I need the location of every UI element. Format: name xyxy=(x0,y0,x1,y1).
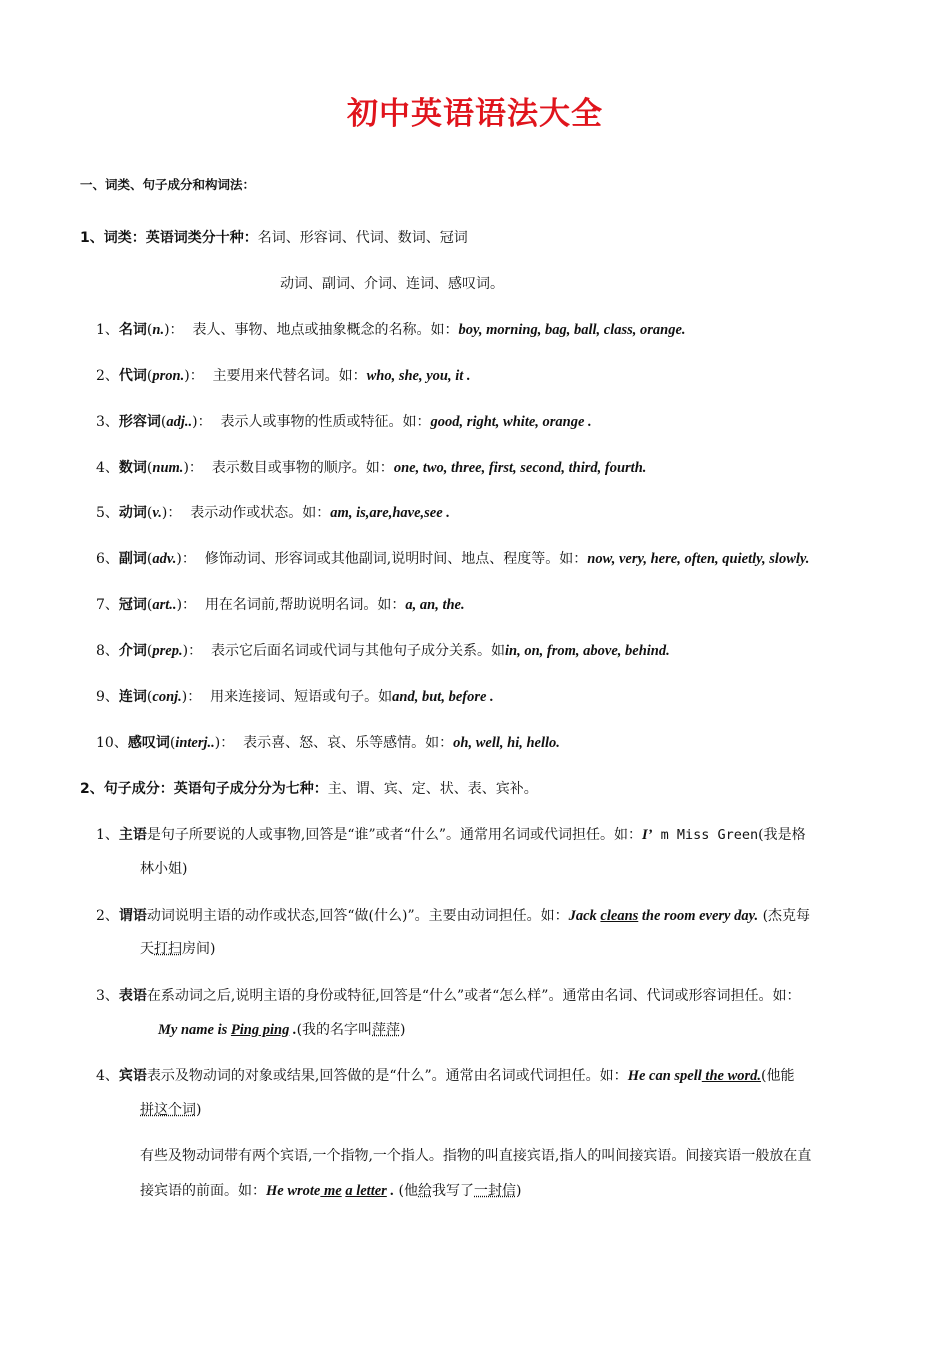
term: 名词 xyxy=(118,322,147,338)
word-class-item: 7、冠词(art..)： 用在名词前,帮助说明名词。如：a, an, the. xyxy=(96,597,465,613)
word-class-intro-head: 1、词类：英语词类分十种： xyxy=(80,230,258,246)
sentence-component-intro-head: 2、句子成分：英语句子成分分为七种： xyxy=(80,781,328,797)
component-subject xyxy=(96,824,806,844)
term: 宾语 xyxy=(118,1068,147,1084)
term: 主语 xyxy=(118,827,147,843)
component-predicative xyxy=(96,985,800,1005)
underlined-word: a letter xyxy=(345,1183,387,1199)
description: 在系动词之后,说明主语的身份或特征,回答是“什么”或者“怎么样”。通常由名词、代词或形容词担任。如： xyxy=(146,988,801,1004)
word-class-list-2: 动词、副词、介词、连词、感叹词。 xyxy=(280,276,504,292)
examples: who, she, you, it . xyxy=(366,368,471,384)
term: 表语 xyxy=(118,988,147,1004)
abbreviation: prep. xyxy=(152,643,183,659)
sentence-component-list: 主、谓、宾、定、状、表、宾补。 xyxy=(327,781,538,797)
abbreviation: n. xyxy=(152,322,165,338)
underlined-word: cleans xyxy=(600,908,639,924)
item-number: 2、 xyxy=(96,368,119,384)
term: 代词 xyxy=(118,368,147,384)
translation: (杰克每 xyxy=(762,908,811,924)
component-predicate xyxy=(96,905,810,925)
description: 用来连接词、短语或句子。如 xyxy=(210,689,393,705)
term: 连词 xyxy=(118,689,147,705)
translation-cont: 天打扫房间) xyxy=(140,941,216,957)
description: 表示及物动词的对象或结果,回答做的是“什么”。通常由名词或代词担任。如： xyxy=(146,1068,628,1084)
sentence-component-intro xyxy=(80,778,538,798)
examples: in, on, from, above, behind. xyxy=(504,643,670,659)
double-object-paragraph: 有些及物动词带有两个宾语,一个指物,一个指人。指物的叫直接宾语,指人的叫间接宾语。间接宾语一般放在直 xyxy=(140,1148,812,1164)
examples: oh, well, hi, hello. xyxy=(453,735,560,751)
underlined-word: me xyxy=(320,1183,342,1199)
term: 动词 xyxy=(118,505,147,521)
example-sentence: He can spell the word. xyxy=(627,1068,762,1084)
item-number: 7、 xyxy=(96,597,119,613)
word-class-item: 1、名词(n.)： 表人、事物、地点或抽象概念的名称。如：boy, morning, bag, ball, class, orange. xyxy=(96,322,686,338)
example-sentence-cont: m Miss Green xyxy=(652,827,759,843)
translation: (他给我写了一封信) xyxy=(398,1183,522,1199)
item-number: 4、 xyxy=(96,1068,119,1084)
translation: (他能 xyxy=(761,1068,795,1084)
examples: boy, morning, bag, ball, class, orange. xyxy=(458,322,686,338)
examples: and, but, before . xyxy=(392,689,494,705)
description: 动词说明主语的动作或状态,回答“做(什么)”。主要由动词担任。如： xyxy=(146,908,569,924)
item-number: 6、 xyxy=(96,551,119,567)
description: 修饰动词、形容词或其他副词,说明时间、地点、程度等。如： xyxy=(204,551,588,567)
description: 表示喜、怒、哀、乐等感情。如： xyxy=(243,735,454,751)
abbreviation: adj.. xyxy=(166,414,193,430)
word-class-item: 6、副词(adv.)： 修饰动词、形容词或其他副词,说明时间、地点、程度等。如：now, very, here, often, quietly, slowly. xyxy=(96,551,810,567)
item-number: 8、 xyxy=(96,643,119,659)
term: 数词 xyxy=(118,460,147,476)
word-class-item: 9、连词(conj.)： 用来连接词、短语或句子。如and, but, before . xyxy=(96,689,494,705)
dotted-word: 萍萍 xyxy=(372,1022,401,1038)
abbreviation: pron. xyxy=(152,368,185,384)
item-number: 4、 xyxy=(96,460,119,476)
examples: am, is,are,have,see . xyxy=(330,505,450,521)
underlined-word: the word. xyxy=(701,1068,762,1084)
description: 是句子所要说的人或事物,回答是“谁”或者“什么”。通常用名词或代词担任。如： xyxy=(146,827,642,843)
description: 表示数目或事物的顺序。如： xyxy=(211,460,394,476)
term: 冠词 xyxy=(118,597,147,613)
item-number: 10、 xyxy=(96,735,128,751)
abbreviation: v. xyxy=(152,505,162,521)
abbreviation: adv. xyxy=(152,551,177,567)
example-sentence: My name is Ping ping . xyxy=(158,1022,297,1038)
abbreviation: interj.. xyxy=(175,735,215,751)
description: 表示它后面名词或代词与其他句子成分关系。如 xyxy=(210,643,505,659)
component-object xyxy=(96,1065,794,1085)
word-class-item: 10、感叹词(interj..)： 表示喜、怒、哀、乐等感情。如：oh, well, hi, hello. xyxy=(96,735,560,751)
translation-cont: 拼这个词) xyxy=(140,1102,202,1118)
examples: good, right, white, orange . xyxy=(430,414,592,430)
word-class-item: 5、动词(v.)： 表示动作或状态。如：am, is,are,have,see . xyxy=(96,505,450,521)
term: 形容词 xyxy=(118,414,161,430)
description: 表示动作或状态。如： xyxy=(190,505,331,521)
word-class-list-1: 名词、形容词、代词、数词、冠词 xyxy=(257,230,468,246)
item-number: 1、 xyxy=(96,827,119,843)
item-number: 9、 xyxy=(96,689,119,705)
examples: one, two, three, first, second, third, fourth. xyxy=(393,460,647,476)
dotted-word: 给 xyxy=(418,1183,432,1199)
translation: (我的名字叫萍萍) xyxy=(296,1022,406,1038)
term: 副词 xyxy=(118,551,147,567)
translation-cont: 林小姐) xyxy=(140,861,188,877)
example-line xyxy=(158,1019,406,1039)
item-number: 1、 xyxy=(96,322,119,338)
dotted-word: 这个词 xyxy=(154,1102,196,1118)
term: 介词 xyxy=(118,643,147,659)
description: 主要用来代替名词。如： xyxy=(212,368,367,384)
item-number: 3、 xyxy=(96,414,119,430)
underlined-word: Ping ping xyxy=(230,1022,290,1038)
section-heading: 一、词类、句子成分和构词法： xyxy=(80,177,256,192)
word-class-item: 2、代词(pron.)： 主要用来代替名词。如：who, she, you, it . xyxy=(96,368,471,384)
item-number: 2、 xyxy=(96,908,119,924)
dotted-word: 一封信 xyxy=(474,1183,516,1199)
example-sentence: Jack cleans the room every day. xyxy=(568,908,759,924)
item-number: 3、 xyxy=(96,988,119,1004)
description: 用在名词前,帮助说明名词。如： xyxy=(204,597,406,613)
term: 谓语 xyxy=(118,908,147,924)
word-class-intro xyxy=(80,227,468,247)
double-object-paragraph-cont: 接宾语的前面。如：He wrote me a letter . (他给我写了一封信) xyxy=(140,1183,522,1199)
document-title: 初中英语语法大全 xyxy=(347,96,603,132)
abbreviation: art.. xyxy=(152,597,177,613)
example-sentence: I’ xyxy=(642,827,653,843)
word-class-item: 4、数词(num.)： 表示数目或事物的顺序。如：one, two, three, first, second, third, fourth. xyxy=(96,460,647,476)
description: 表示人或事物的性质或特征。如： xyxy=(220,414,431,430)
description: 表人、事物、地点或抽象概念的名称。如： xyxy=(192,322,459,338)
dotted-word: 打扫 xyxy=(154,941,182,957)
term: 感叹词 xyxy=(127,735,170,751)
examples: a, an, the. xyxy=(405,597,465,613)
examples: now, very, here, often, quietly, slowly. xyxy=(587,551,810,567)
abbreviation: conj. xyxy=(152,689,182,705)
word-class-item: 3、形容词(adj..)： 表示人或事物的性质或特征。如：good, right, white, orange . xyxy=(96,414,592,430)
word-class-item: 8、介词(prep.)： 表示它后面名词或代词与其他句子成分关系。如in, on, from, above, behind. xyxy=(96,643,670,659)
item-number: 5、 xyxy=(96,505,119,521)
translation: (我是格 xyxy=(758,827,806,843)
abbreviation: num. xyxy=(152,460,184,476)
example-sentence: He wrote me a letter . xyxy=(266,1183,395,1199)
